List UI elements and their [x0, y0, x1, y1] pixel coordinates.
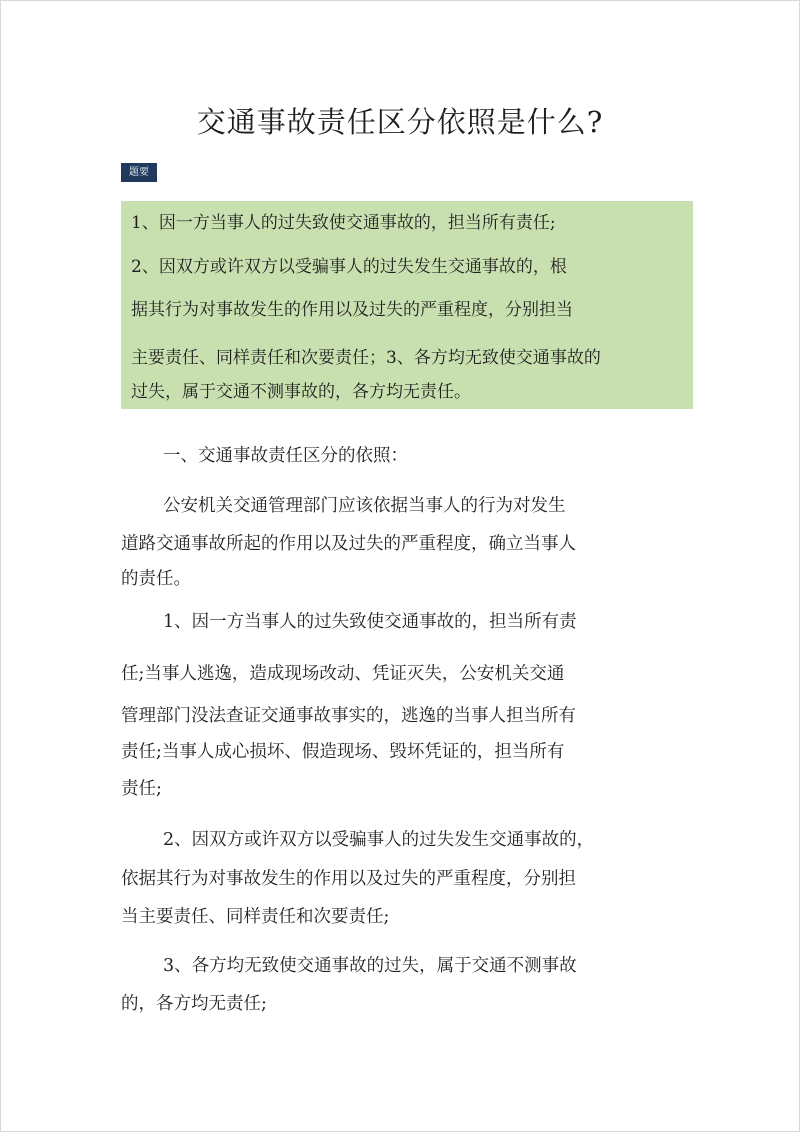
body-line: 管理部门没法查证交通事故事实的，逃逸的当事人担当所有	[121, 706, 576, 726]
body-line: 1、因一方当事人的过失致使交通事故的，担当所有责	[163, 612, 577, 632]
summary-line-2: 2、因双方或许双方以受骗事人的过失发生交通事故的，根	[131, 257, 567, 277]
body-line: 2、因双方或许双方以受骗事人的过失发生交通事故的，	[163, 830, 595, 850]
page-title: 交通事故责任区分依照是什么?	[196, 105, 604, 139]
body-line: 3、各方均无致使交通事故的过失，属于交通不测事故	[163, 956, 577, 976]
body-line: 当主要责任、同样责任和次要责任;	[121, 907, 390, 927]
body-line: 责任;当事人成心损坏、假造现场、毁坏凭证的，担当所有	[121, 742, 565, 762]
body-line: 道路交通事故所起的作用以及过失的严重程度，确立当事人	[121, 534, 576, 554]
section-heading: 一、交通事故责任区分的依照：	[163, 446, 408, 466]
body-line: 的责任。	[121, 569, 191, 589]
summary-tag: 题要	[121, 163, 157, 182]
body-line: 的，各方均无责任;	[121, 994, 267, 1014]
body-line: 依据其行为对事故发生的作用以及过失的严重程度，分别担	[121, 869, 576, 889]
summary-line-5: 过失，属于交通不测事故的，各方均无责任。	[131, 382, 471, 402]
summary-line-4: 主要责任、同样责任和次要责任；3、各方均无致使交通事故的	[131, 348, 601, 368]
body-line: 任;当事人逃逸，造成现场改动、凭证灭失，公安机关交通	[121, 664, 565, 684]
body-line: 责任;	[121, 779, 162, 799]
summary-box	[121, 201, 693, 409]
summary-line-1: 1、因一方当事人的过失致使交通事故的，担当所有责任;	[131, 213, 556, 233]
body-line: 公安机关交通管理部门应该依据当事人的行为对发生	[163, 496, 566, 516]
summary-line-3: 据其行为对事故发生的作用以及过失的严重程度，分别担当	[131, 300, 573, 320]
